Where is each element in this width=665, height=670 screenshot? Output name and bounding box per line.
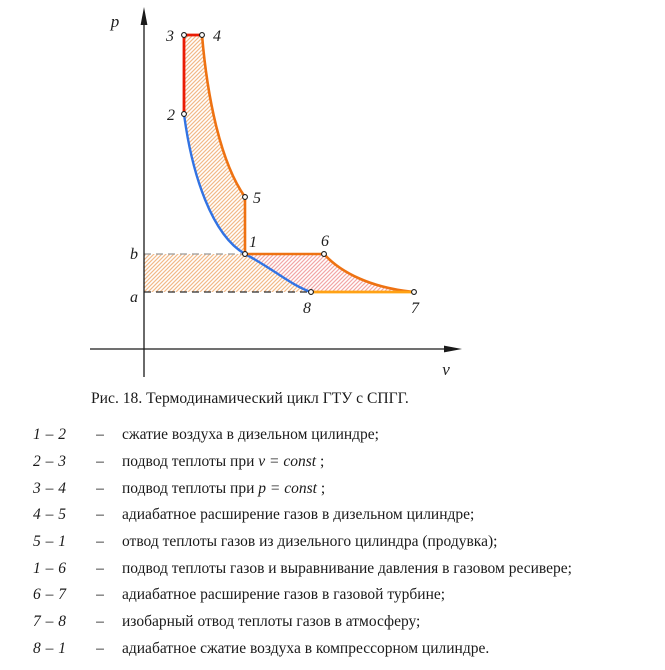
math-expression: p = const bbox=[258, 479, 317, 497]
point-4-label: 4 bbox=[213, 28, 221, 45]
process-description: сжатие воздуха в дизельном цилиндре; bbox=[122, 426, 379, 444]
point-7-label: 7 bbox=[411, 300, 419, 317]
legend-dash: – bbox=[96, 453, 104, 471]
level-b-label: b bbox=[130, 246, 138, 263]
point-1-marker bbox=[243, 252, 248, 257]
legend-row bbox=[0, 555, 665, 582]
x-axis-arrow-icon bbox=[444, 346, 462, 353]
process-label: 8 – 1 bbox=[33, 639, 67, 657]
process-description: адиабатное сжатие воздуха в компрессорном цилиндре. bbox=[122, 639, 490, 657]
process-description: подвод теплоты газов и выравнивание давления в газовом ресивере; bbox=[122, 559, 572, 577]
legend-dash: – bbox=[96, 506, 104, 524]
process-label: 6 – 7 bbox=[33, 586, 67, 604]
math-expression: v = const bbox=[258, 453, 317, 471]
legend-dash: – bbox=[96, 479, 104, 497]
legend-row bbox=[0, 636, 665, 663]
point-3-marker bbox=[182, 33, 187, 38]
figure-caption: Рис. 18. Термодинамический цикл ГТУ с СПГГ. bbox=[91, 390, 409, 407]
point-2-label: 2 bbox=[167, 107, 175, 124]
process-label: 4 – 5 bbox=[33, 506, 67, 524]
process-label: 7 – 8 bbox=[33, 613, 67, 631]
y-axis-label: p bbox=[110, 12, 120, 31]
y-axis-arrow-icon bbox=[141, 7, 148, 25]
legend-row bbox=[0, 582, 665, 609]
point-2-marker bbox=[182, 112, 187, 117]
point-7-marker bbox=[412, 290, 417, 295]
point-6-label: 6 bbox=[321, 233, 329, 250]
process-description: подвод теплоты при p = const ; bbox=[122, 479, 326, 497]
legend-dash: – bbox=[96, 639, 104, 657]
point-8-marker bbox=[309, 290, 314, 295]
process-description: адиабатное расширение газов в дизельном цилиндре; bbox=[122, 506, 475, 524]
process-description: адиабатное расширение газов в газовой турбине; bbox=[122, 586, 446, 604]
process-label: 5 – 1 bbox=[33, 533, 67, 551]
legend-row bbox=[0, 449, 665, 476]
x-axis-label: v bbox=[442, 360, 450, 379]
legend-dash: – bbox=[96, 533, 104, 551]
legend-row bbox=[0, 502, 665, 529]
legend-dash: – bbox=[96, 586, 104, 604]
legend-row bbox=[0, 422, 665, 449]
point-4-marker bbox=[200, 33, 205, 38]
point-1-label: 1 bbox=[249, 234, 257, 251]
legend-row bbox=[0, 529, 665, 556]
process-legend bbox=[0, 422, 665, 662]
point-3-label: 3 bbox=[166, 28, 174, 45]
legend-dash: – bbox=[96, 426, 104, 444]
level-a-label: a bbox=[130, 289, 138, 306]
point-6-marker bbox=[322, 252, 327, 257]
point-8-label: 8 bbox=[303, 300, 311, 317]
process-label: 3 – 4 bbox=[33, 479, 67, 497]
legend-dash: – bbox=[96, 613, 104, 631]
point-5-marker bbox=[243, 195, 248, 200]
process-label: 1 – 6 bbox=[33, 559, 67, 577]
legend-row bbox=[0, 609, 665, 636]
point-5-label: 5 bbox=[253, 190, 261, 207]
legend-row bbox=[0, 475, 665, 502]
legend-dash: – bbox=[96, 559, 104, 577]
process-description: отвод теплоты газов из дизельного цилиндра (продувка); bbox=[122, 533, 498, 551]
process-description: подвод теплоты при v = const ; bbox=[122, 453, 325, 471]
process-label: 2 – 3 bbox=[33, 453, 67, 471]
process-label: 1 – 2 bbox=[33, 426, 67, 444]
process-description: изобарный отвод теплоты газов в атмосферу; bbox=[122, 613, 421, 631]
